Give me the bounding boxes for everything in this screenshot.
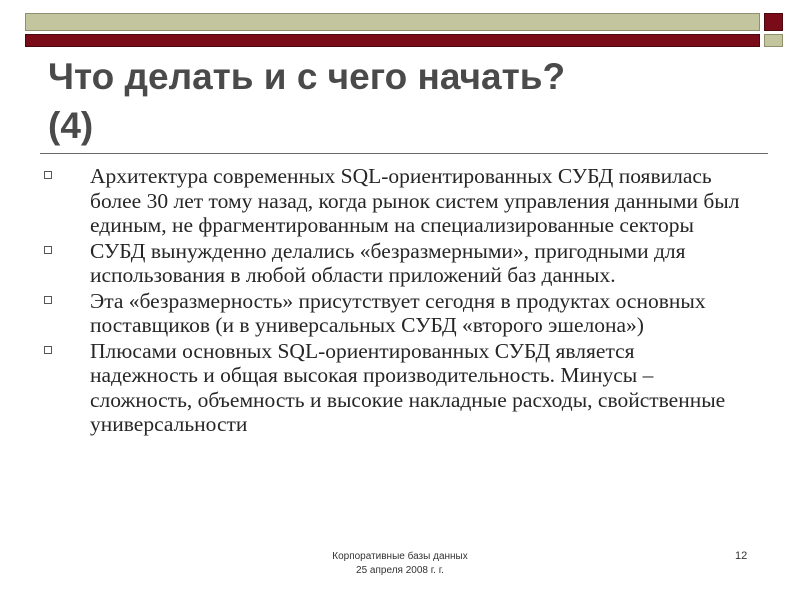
bullet-text: Плюсами основных SQL-ориентированных СУБД является надежность и общая высокая производительность. Минусы – сложность, объемность и высокие накладные расходы, свойственные универсальности [90, 338, 726, 436]
slide-title-line-2: (4) [48, 105, 94, 146]
hollow-square-bullet-icon [44, 246, 52, 254]
bullet-item [44, 289, 744, 338]
footer-date: 25 апреля 2008 г. г. [356, 565, 444, 576]
footer-course-name: Корпоративные базы данных [332, 551, 468, 562]
header-decor-box-red [764, 13, 783, 31]
header-decor-box-olive [764, 34, 783, 47]
bullet-item [44, 239, 744, 288]
bullet-text: Эта «безразмерность» присутствует сегодня в продуктах основных поставщиков (и в универсальных СУБД «второго эшелона») [90, 288, 706, 337]
footer-caption [300, 550, 500, 578]
slide-title-line-1: Что делать и с чего начать? [48, 56, 566, 97]
header-decor-bar-red [25, 34, 760, 47]
header-decor-bar-olive [25, 13, 760, 31]
hollow-square-bullet-icon [44, 296, 52, 304]
hollow-square-bullet-icon [44, 346, 52, 354]
page-number: 12 [735, 550, 748, 562]
bullet-list [44, 164, 744, 438]
bullet-item [44, 339, 744, 437]
bullet-item [44, 164, 744, 238]
bullet-text: Архитектура современных SQL-ориентированных СУБД появилась более 30 лет тому назад, когда рынок систем управления данными был единым, не фрагментированным на специализированные секторы [90, 164, 740, 237]
hollow-square-bullet-icon [44, 171, 52, 179]
bullet-text: СУБД вынужденно делались «безразмерными», пригодными для использования в любой области приложений баз данных. [90, 238, 686, 287]
title-divider [40, 153, 768, 154]
slide-title [48, 52, 748, 150]
